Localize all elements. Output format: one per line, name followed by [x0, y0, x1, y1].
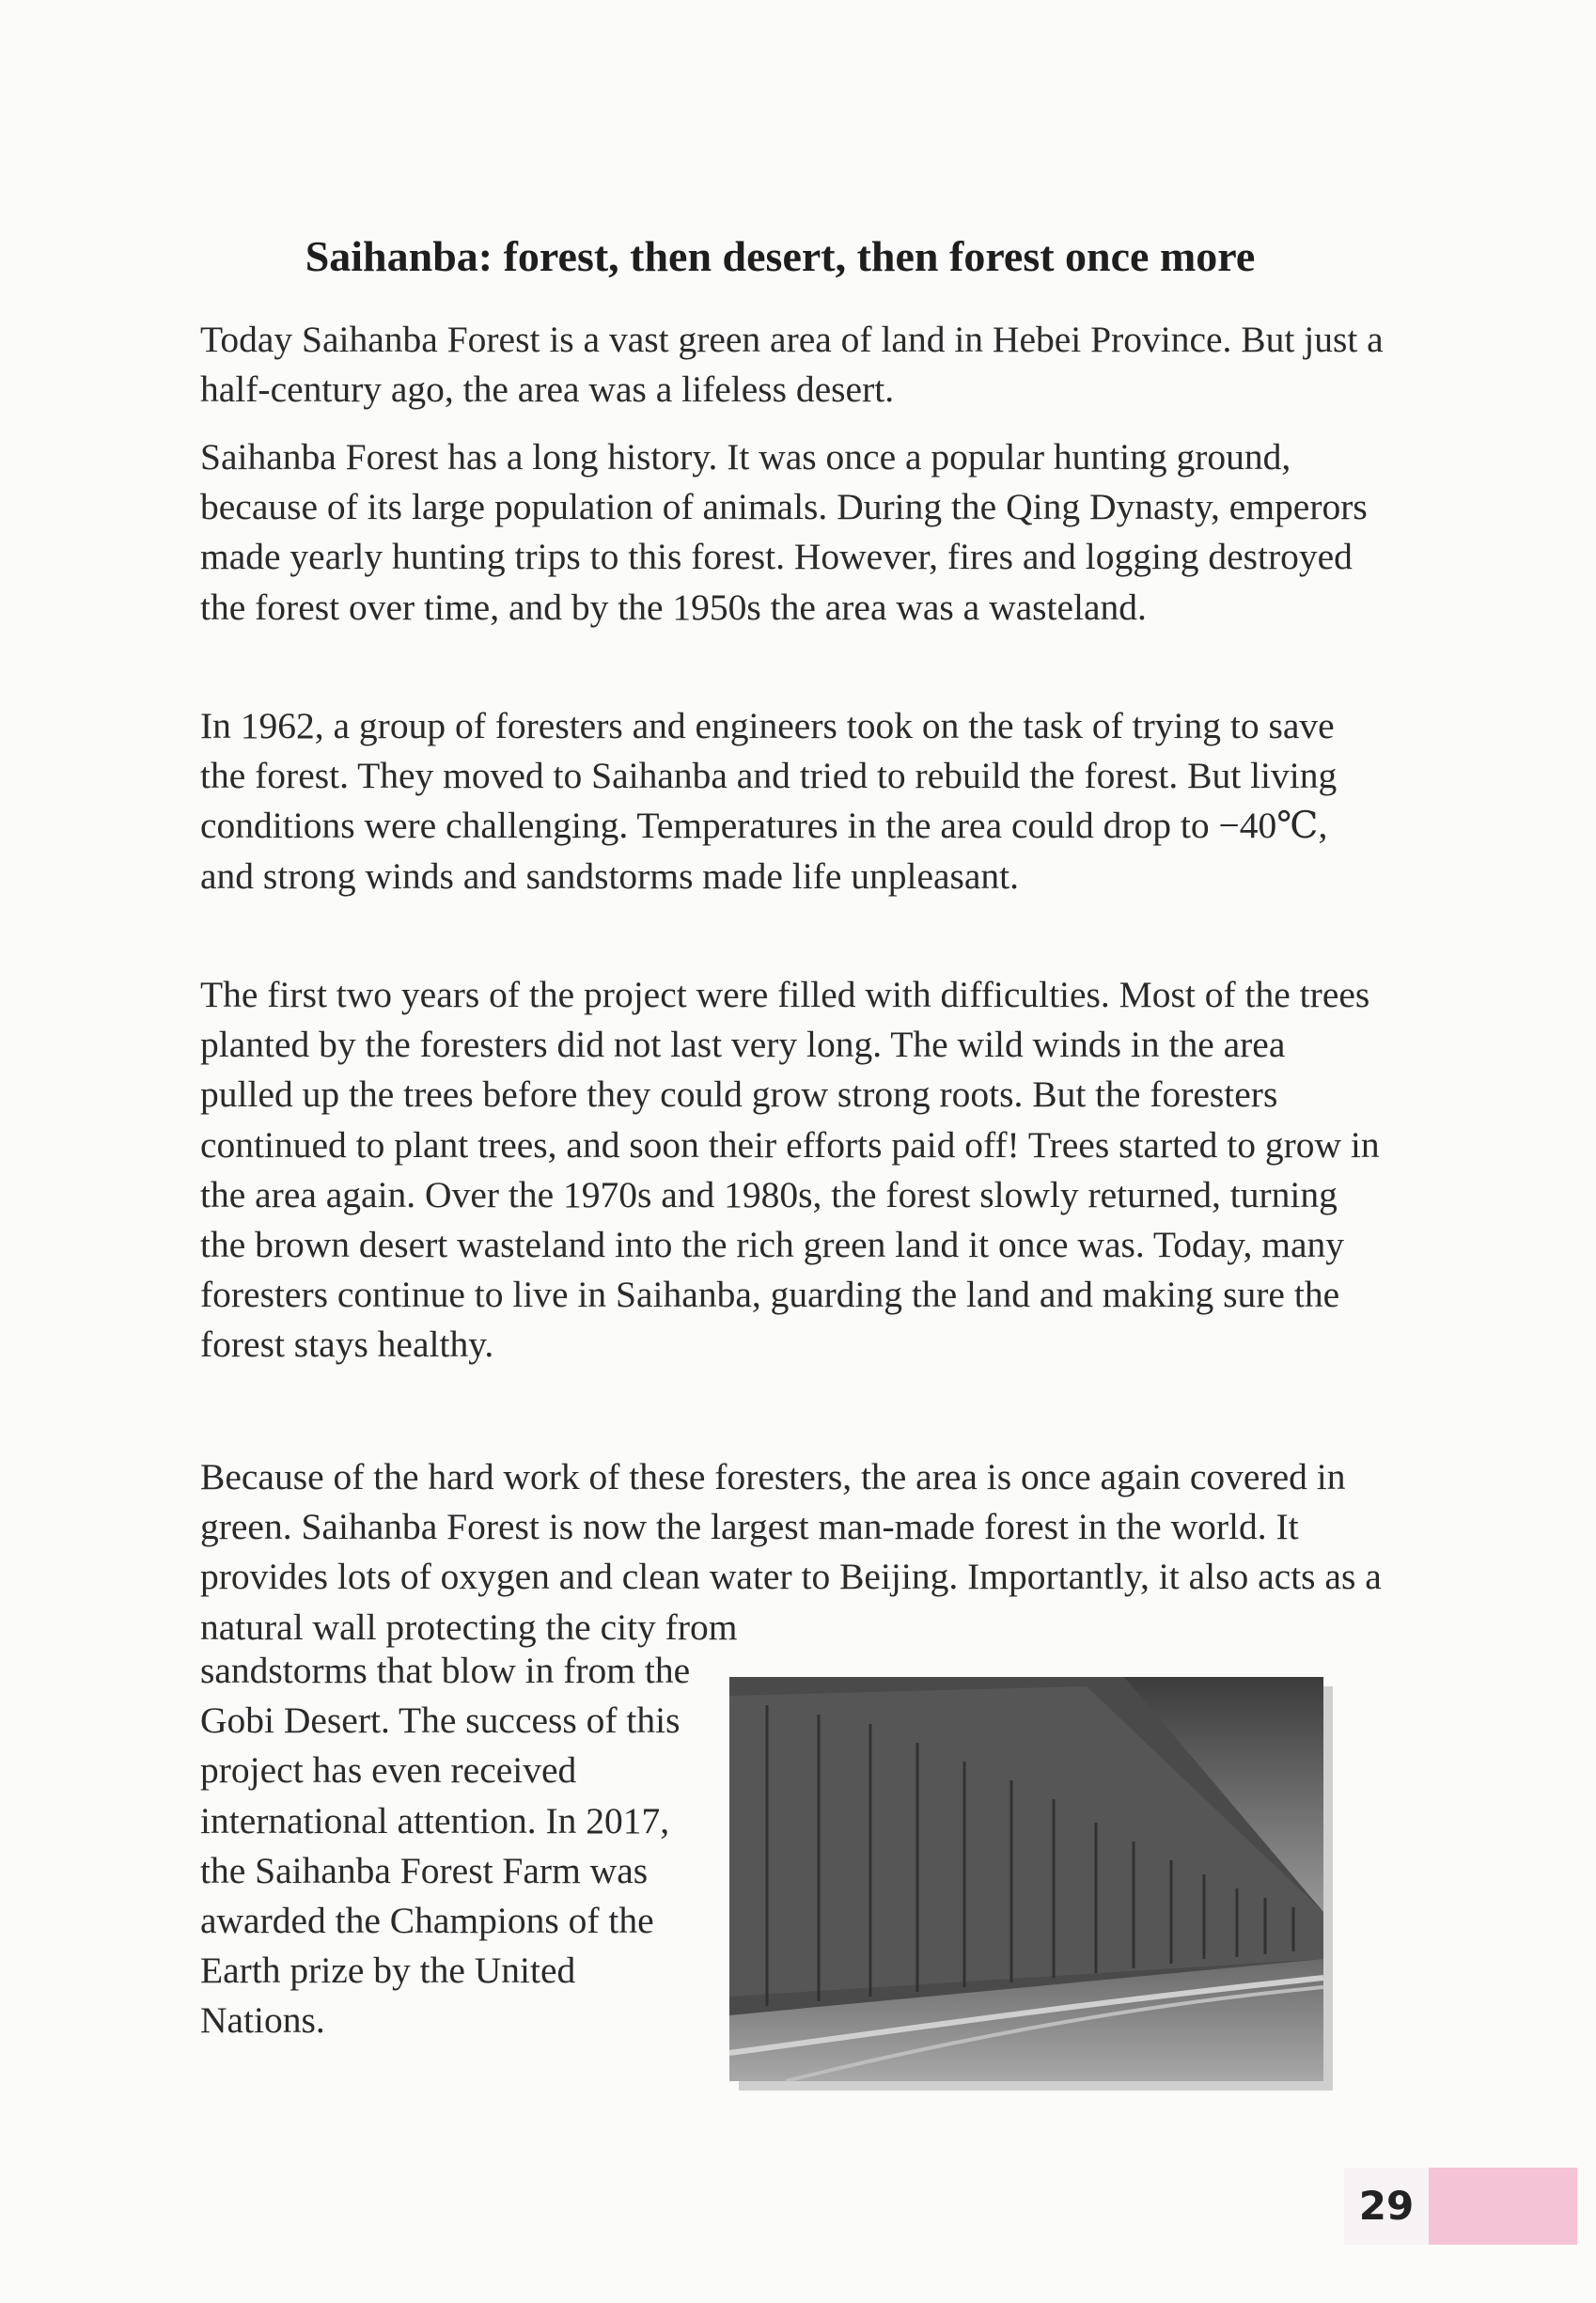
paragraph-text: Saihanba Forest has a long history. It was once a popular hunting ground, because of its large population of animals. During the Qing Dynasty, emperors made yearly hunting trips to this forest. However, fires and logging destroyed the forest over time, and by the 1950s the area was a wasteland.: [200, 436, 1368, 628]
paragraph-text: The first two years of the project were filled with difficulties. Most of the trees planted by the foresters did not last very long. The wild winds in the area pulled up the trees before they could grow strong roots. But the foresters continued to plant trees, and soon their efforts paid off! Trees started to grow in the area again. Over the 1970s and 1980s, the forest slowly returned, turning the brown desert wasteland into the rich green land it once was. Today, many foresters continue to live in Saihanba, guarding the land and making sure the forest stays healthy.: [200, 974, 1380, 1366]
page-number: 29: [1344, 2168, 1429, 2245]
forest-photo: [729, 1677, 1323, 2081]
paragraph-1: [200, 315, 1385, 433]
paragraph-text: In 1962, a group of foresters and engineers took on the task of trying to save the forest. They moved to Saihanba and tried to rebuild the forest. But living conditions were challenging. Temperatures in the area could drop to −40℃, and strong winds and sandstorms made life unpleasant.: [200, 705, 1338, 897]
forest-photo-illustration: [729, 1677, 1323, 2081]
paragraph-text: Because of the hard work of these foresters, the area is once again covered in green. Saihanba Forest is now the largest man-made forest in the world. It provides lots of oxygen and clean water to Beijing. Importantly, it also acts as a natural wall protecting the city from: [200, 1456, 1382, 1648]
article-title: Saihanba: forest, then desert, then forest once more: [305, 232, 1256, 280]
paragraph-3: [200, 701, 1385, 920]
paragraph-5-continued: sandstorms that blow in from the Gobi Desert. The success of this project has even received international attention. In 2017, the Saihanba Forest Farm was awarded the Champions of the Earth prize by the United Nations.: [200, 1650, 691, 2042]
paragraph-2: [200, 432, 1385, 651]
paragraph-text: Today Saihanba Forest is a vast green area of land in Hebei Province. But just a half-century ago, the area was a lifeless desert.: [200, 319, 1384, 411]
paragraph-5: [200, 1452, 1385, 1671]
paragraph-4: [200, 970, 1385, 1389]
